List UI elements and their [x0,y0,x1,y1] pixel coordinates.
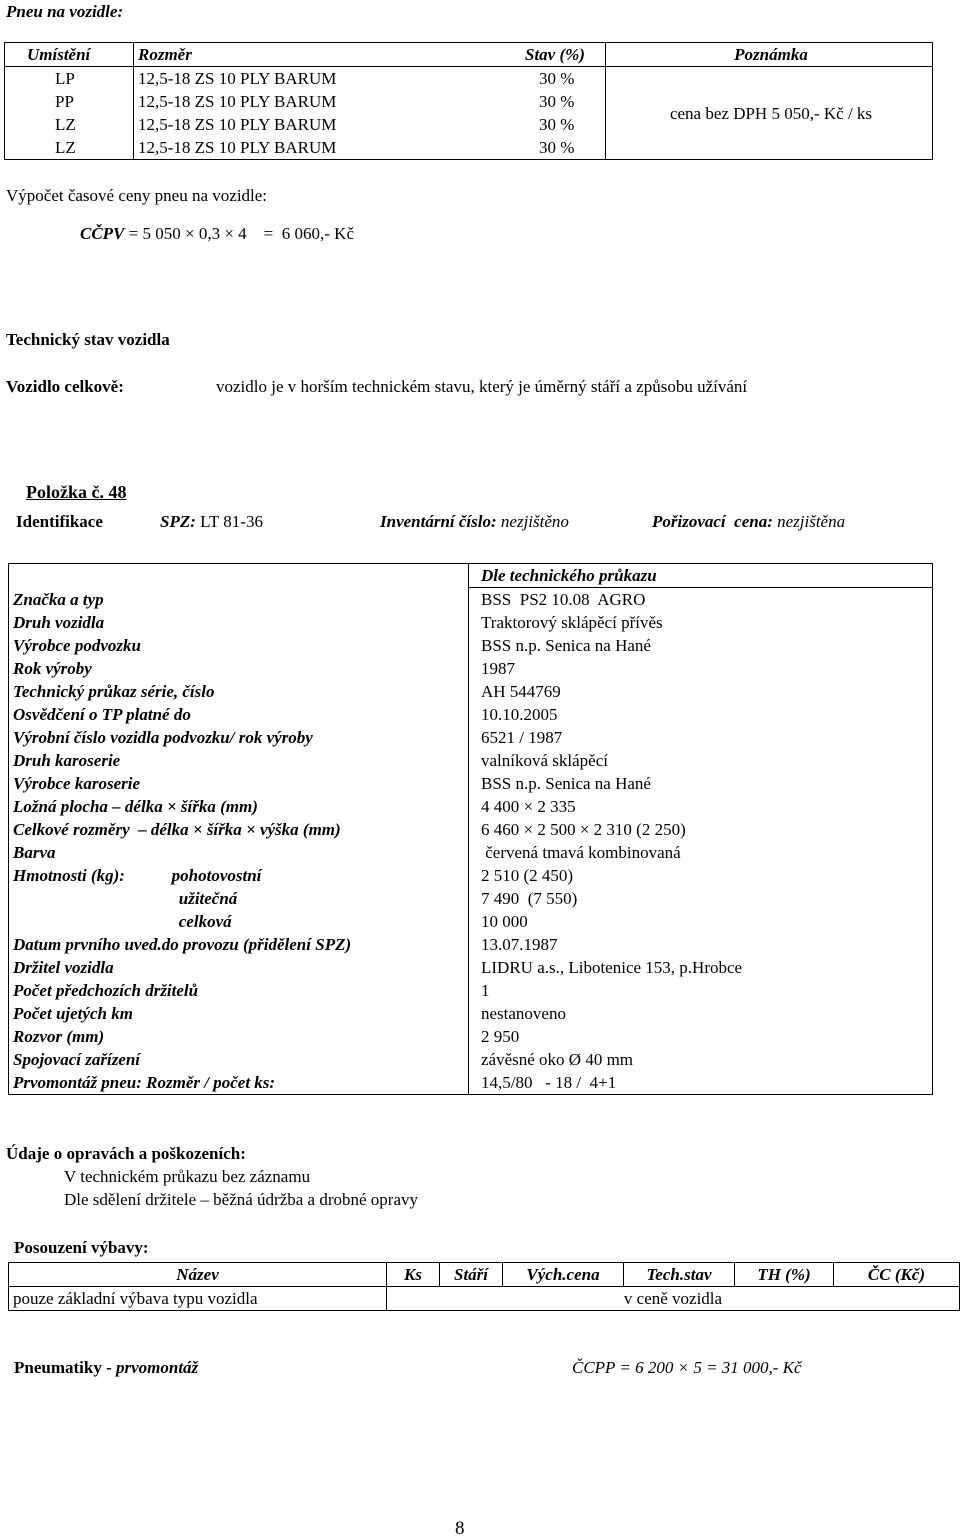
spz-field [160,512,263,532]
vehicle-field-value: 1987 [481,659,515,678]
vehicle-field-label: Výrobce karoserie [9,772,469,795]
equipment-table [8,1262,960,1311]
vehicle-field-label: Druh vozidla [9,611,469,634]
vehicle-field-value: BSS n.p. Senica na Hané [481,636,651,655]
table-row [9,749,933,772]
vehicle-field-value: AH 544769 [481,682,561,701]
vehicle-field-value: závěsné oko Ø 40 mm [481,1050,634,1069]
tyres-footer [14,1358,198,1378]
table-row [9,680,933,703]
eq-col-tech-state: Tech.stav [624,1263,735,1287]
vehicle-field-label: Celkové rozměry – délka × šířka × výška (mm) [9,818,469,841]
tyre-position: PP [5,90,134,113]
tyre-size: 12,5-18 ZS 10 PLY BARUM [134,113,520,136]
vehicle-field-value: 10 000 [481,912,528,931]
tyre-position: LP [5,67,134,91]
vehicle-field-label: Hmotnosti (kg): pohotovostní [9,864,469,887]
table-row [9,1048,933,1071]
tyres-table-header [5,43,933,67]
repairs-line-1: V technickém průkazu bez záznamu [64,1167,311,1186]
vehicle-table-header [9,564,933,588]
vehicle-field-value: červená tmavá kombinovaná [481,843,681,862]
vehicle-field-label: Počet předchozích držitelů [9,979,469,1002]
equipment-table-header [9,1263,960,1287]
eq-col-cc: ČC (Kč) [834,1263,960,1287]
vehicle-field-value: 10.10.2005 [481,705,558,724]
tyre-note-text: cena bez DPH 5 050,- Kč / ks [669,103,873,123]
tyres-heading: Pneu na vozidle: [6,2,124,21]
vehicle-field-label: Prvomontáž pneu: Rozměr / počet ks: [9,1071,469,1095]
vehicle-field-label: Ložná plocha – délka × šířka (mm) [9,795,469,818]
vehicle-field-label: Barva [9,841,469,864]
table-row [9,864,933,887]
table-row [9,726,933,749]
tech-state-text: vozidlo je v horším technickém stavu, který je úměrný stáří a způsobu užívání [216,377,748,396]
tyres-footer-label: Pneumatiky - [14,1358,112,1377]
table-row [9,703,933,726]
eq-col-count: Ks [387,1263,440,1287]
price-field [652,512,845,532]
table-row [9,1287,960,1311]
col-position: Umístění [5,43,134,67]
vehicle-field-label: celková [9,910,469,933]
table-row [5,67,933,91]
table-row [9,956,933,979]
vehicle-field-value: 4 400 × 2 335 [481,797,576,816]
tyre-size: 12,5-18 ZS 10 PLY BARUM [134,67,520,91]
table-row [9,841,933,864]
tyre-condition: 30 % [519,90,606,113]
vehicle-field-value: 1 [481,981,490,1000]
tyre-position: LZ [5,136,134,160]
vehicle-field-value: BSS n.p. Senica na Hané [481,774,651,793]
table-row [9,979,933,1002]
table-row [9,657,933,680]
item-title: Položka č. 48 [26,482,127,502]
col-note: Poznámka [606,43,933,67]
tyres-table [4,42,933,160]
equipment-heading: Posouzení výbavy: [14,1238,149,1257]
vehicle-field-label: Značka a typ [9,588,469,612]
price-value: nezjištěna [772,512,846,531]
vehicle-field-value: nestanoveno [481,1004,566,1023]
vehicle-field-label: Rozvor (mm) [9,1025,469,1048]
eq-col-th: TH (%) [735,1263,834,1287]
spz-value: LT 81-36 [195,512,263,531]
tyre-size: 12,5-18 ZS 10 PLY BARUM [134,90,520,113]
calc-formula [80,224,354,244]
vehicle-field-label: Spojovací zařízení [9,1048,469,1071]
col-condition: Stav (%) [519,43,606,67]
tyres-footer-formula: ČCPP = 6 200 × 5 = 31 000,- Kč [572,1358,802,1377]
page-number: 8 [455,1518,465,1539]
table-row [9,795,933,818]
table-row [9,588,933,612]
calc-expression: = 5 050 × 0,3 × 4 = 6 060,- Kč [124,224,354,243]
vehicle-field-value: 14,5/80 - 18 / 4+1 [481,1073,617,1092]
vehicle-field-value: 2 510 (2 450) [481,866,574,885]
tyres-footer-italic: prvomontáž [111,1358,199,1377]
table-row [9,1071,933,1095]
vehicle-field-value: 6521 / 1987 [481,728,563,747]
eq-row-name: pouze základní výbava typu vozidla [9,1287,387,1311]
tyre-condition: 30 % [519,67,606,91]
spz-label: SPZ: [160,512,196,531]
table-row [9,933,933,956]
vehicle-field-label: Rok výroby [9,657,469,680]
tyre-note [606,67,933,160]
table-row [9,887,933,910]
vehicle-field-value: 7 490 (7 550) [481,889,578,908]
tech-state-label: Vozidlo celkově: [6,377,124,396]
table-row [9,611,933,634]
vehicle-field-value: LIDRU a.s., Libotenice 153, p.Hrobce [481,958,743,977]
eq-col-name: Název [9,1263,387,1287]
repairs-line-2: Dle sdělení držitele – běžná údržba a drobné opravy [64,1190,419,1209]
table-row [9,634,933,657]
tyre-condition: 30 % [519,136,606,160]
vehicle-table-source: Dle technického průkazu [469,564,933,588]
vehicle-table [8,563,933,1095]
tyre-position: LZ [5,113,134,136]
vehicle-field-value: 2 950 [481,1027,520,1046]
vehicle-field-label: užitečná [9,887,469,910]
vehicle-field-label: Výrobce podvozku [9,634,469,657]
inventory-value: nezjištěno [496,512,569,531]
ident-label: Identifikace [16,512,103,531]
vehicle-field-value: 13.07.1987 [481,935,558,954]
vehicle-field-label: Výrobní číslo vozidla podvozku/ rok výroby [9,726,469,749]
price-label: Pořizovací cena: [652,512,773,531]
inventory-field [380,512,569,532]
vehicle-field-label: Druh karoserie [9,749,469,772]
eq-col-orig-price: Vých.cena [503,1263,624,1287]
table-row [9,1025,933,1048]
table-row [9,818,933,841]
vehicle-field-label: Držitel vozidla [9,956,469,979]
vehicle-field-value: BSS PS2 10.08 AGRO [481,590,646,609]
eq-row-value: v ceně vozidla [387,1287,960,1311]
eq-col-age: Stáří [440,1263,503,1287]
vehicle-field-value: Traktorový sklápěcí přívěs [481,613,663,632]
repairs-heading: Údaje o opravách a poškozeních: [6,1144,246,1163]
tech-state-heading: Technický stav vozidla [6,330,170,349]
vehicle-field-label: Osvědčení o TP platné do [9,703,469,726]
calc-heading: Výpočet časové ceny pneu na vozidle: [6,186,268,205]
vehicle-field-value: 6 460 × 2 500 × 2 310 (2 250) [481,820,686,839]
calc-symbol: CČPV [80,224,125,243]
tyre-condition: 30 % [519,113,606,136]
tyre-size: 12,5-18 ZS 10 PLY BARUM [134,136,520,160]
table-row [9,772,933,795]
table-row [9,910,933,933]
vehicle-field-label: Datum prvního uved.do provozu (přidělení SPZ) [9,933,469,956]
inventory-label: Inventární číslo: [380,512,497,531]
col-size: Rozměr [134,43,520,67]
vehicle-field-label: Počet ujetých km [9,1002,469,1025]
vehicle-field-value: valníková sklápěcí [481,751,608,770]
vehicle-field-label: Technický průkaz série, číslo [9,680,469,703]
table-row [9,1002,933,1025]
